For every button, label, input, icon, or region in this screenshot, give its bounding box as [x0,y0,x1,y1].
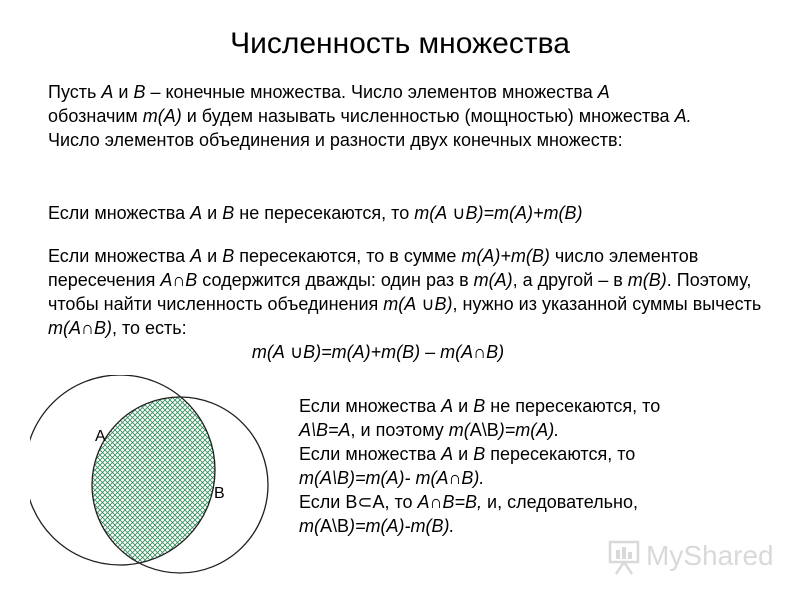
set-a: A [160,270,173,290]
intro-text: – конечные множества. Число элементов множества [145,82,598,102]
set-a: A [597,82,610,102]
intersection-symbol-icon: ∩ [448,468,462,488]
difference-line-3 [299,442,769,466]
set-b: B [473,444,486,464]
rule-text: содержится дважды: один раз в [197,270,474,290]
rule-text: , нужно из указанной суммы вычесть [452,294,762,314]
rule-text: число элементов пересечения [48,246,699,290]
formula-part: m(A\B)=m(A)- m(A [299,468,449,488]
set-a: A [441,396,454,416]
rule-text: , а другой – в [512,270,628,290]
set-a: A [190,246,203,266]
rule-text: не пересекаются, то [234,203,415,223]
measure-a: m(A) [142,106,182,126]
set-a: A. [674,106,692,126]
intro-line-2: Число элементов объединения и разности двух конечных множеств: [48,130,623,150]
set-a: A [190,203,203,223]
union-symbol-icon: ∪ [421,294,435,314]
subset-symbol-icon: ⊂ [357,492,373,512]
formula-part: B). [461,468,485,488]
measure-a: m(A) [473,270,513,290]
rule-text: Если множества [48,203,191,223]
set-b: B [133,82,146,102]
set-b: B [185,270,198,290]
intersection-symbol-icon: ∩ [81,318,94,338]
difference-line-6 [299,514,769,538]
formula-part: B)=m(A)+m(B) [465,203,583,223]
rule-text: . Поэтому, чтобы найти численность объединения [48,270,752,314]
intersection-symbol-icon: ∩ [172,270,186,290]
rule-text: , то есть: [111,318,187,338]
intersection-region [92,397,268,573]
rule-text: и [453,396,474,416]
formula-part: m(A [414,203,448,223]
disjoint-union-rule [48,201,768,225]
rule-text: и [202,203,223,223]
union-symbol-icon: ∪ [289,342,304,362]
intro-paragraph [48,80,768,152]
formula-part: B) [93,318,112,338]
rule-text: не пересекаются, то [485,396,661,416]
formula-part: m( [299,516,320,536]
formula-part: )=m(A). [498,420,560,440]
rule-text: Если множества [299,444,442,464]
formula-part: B)=m(A)+m(B) – m(A [303,342,474,362]
rule-text: пересекаются, то [485,444,636,464]
formula-part: B) [434,294,453,314]
set-b: B [473,396,486,416]
sum-formula: m(A)+m(B) [461,246,550,266]
set-b: B [222,203,235,223]
intro-text: и [113,82,134,102]
formula-part: )=m(A)-m(B). [349,516,455,536]
formula-part: A\B [320,516,350,536]
measure-b: m(B) [627,270,667,290]
difference-line-2 [299,418,769,442]
rule-text: Если множества [48,246,191,266]
venn-diagram [30,375,280,585]
intro-text: обозначим [48,106,143,126]
intro-text: Пусть [48,82,102,102]
set-a: A [441,444,454,464]
rule-text: , и поэтому [350,420,449,440]
intersecting-union-rule [48,244,778,364]
intro-text: и будем называть численностью (мощностью) множества [181,106,675,126]
rule-text: и [202,246,223,266]
difference-line-4 [299,466,769,490]
formula-part: A\B [469,420,499,440]
formula-part: A\B=A [299,420,351,440]
formula-part: m(A [383,294,417,314]
difference-line-1 [299,394,769,418]
venn-label-a: A [95,428,106,445]
rule-text: пересекаются, то в сумме [234,246,462,266]
page-title: Численность множества [230,27,570,60]
formula-part: m( [448,420,470,440]
rule-text: A, то [372,492,418,512]
formula-part: m(A [48,318,81,338]
set-a: A [417,492,430,512]
rule-text: и, следовательно, [482,492,638,512]
formula-part: B=B, [442,492,483,512]
set-b: B [222,246,235,266]
union-formula [48,340,778,364]
rule-text: и [453,444,474,464]
formula-part: B) [486,342,505,362]
intersection-symbol-icon: ∩ [429,492,443,512]
difference-line-5 [299,490,769,514]
rule-text: Если множества [299,396,442,416]
set-a: A [101,82,114,102]
rule-text: Если B [299,492,358,512]
formula-part: m(A [251,342,285,362]
difference-rules [299,394,769,538]
union-symbol-icon: ∪ [452,203,466,223]
intersection-symbol-icon: ∩ [473,342,487,362]
watermark-text: MyShared [646,540,774,571]
venn-label-b: B [214,485,225,502]
